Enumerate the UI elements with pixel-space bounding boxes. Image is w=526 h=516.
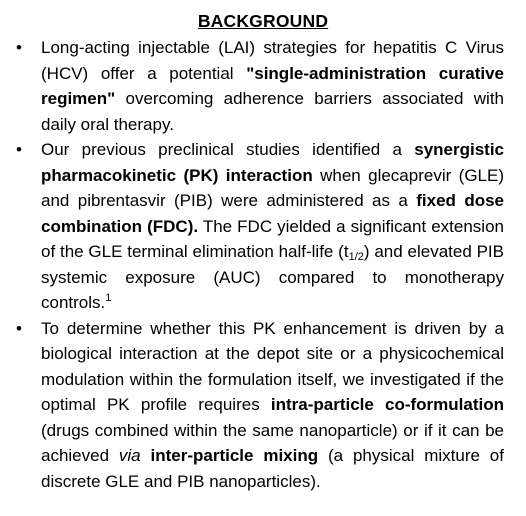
text-segment: overcoming adherence barriers associated with daily oral therapy. [41, 89, 504, 134]
text-segment: when glecaprevir (GLE) and pibrentasvir (PIB) were administered as a [41, 165, 504, 210]
bullet-icon: • [16, 318, 22, 338]
section-heading: BACKGROUND [197, 11, 329, 31]
bullet-text-lai [41, 38, 504, 134]
text-segment-bold: intra-particle co-formulation [270, 395, 505, 414]
text-segment-italic: via [118, 446, 141, 465]
bullet-icon: • [16, 140, 22, 159]
text-segment [141, 446, 151, 465]
text-segment: Long-acting injectable (LAI) strategies for hepatitis C Virus (HCV) offer a potential [41, 38, 504, 83]
text-segment: To determine whether this PK enhancement is driven by a biological interaction at the depot site or a physicochemical modulation within the formulation itself, we investigated if the optimal PK profile requires [41, 318, 504, 414]
bullet-list [14, 35, 504, 494]
text-segment-bold: synergistic pharmacokinetic (PK) interaction [41, 140, 504, 185]
text-segment: ) and elevated PIB systemic exposure (AUC) compared to monotherapy controls. [41, 242, 504, 312]
bullet-item [14, 137, 504, 316]
bullet-item [14, 316, 504, 495]
half-life-subscript: 1/2 [348, 251, 364, 263]
text-segment: Our previous preclinical studies identified a [41, 140, 415, 159]
text-segment: (a physical mixture of discrete GLE and PIB nanoparticles). [41, 446, 504, 491]
text-segment-bold: "single-administration curative regimen" [41, 63, 504, 108]
bullet-item [14, 35, 504, 137]
text-segment-bold: fixed dose combination (FDC). [41, 191, 504, 236]
text-segment: The FDC yielded a significant extension of the GLE terminal elimination half-life (t [41, 216, 504, 261]
bullet-text-objective [41, 319, 504, 491]
bullet-icon: • [16, 38, 22, 57]
reference-superscript: 1 [105, 292, 112, 304]
text-segment: (drugs combined within the same nanoparticle) or if it can be achieved [41, 420, 504, 465]
text-segment-bold: inter-particle mixing [150, 446, 319, 465]
bullet-text-pk-interaction [41, 140, 504, 312]
